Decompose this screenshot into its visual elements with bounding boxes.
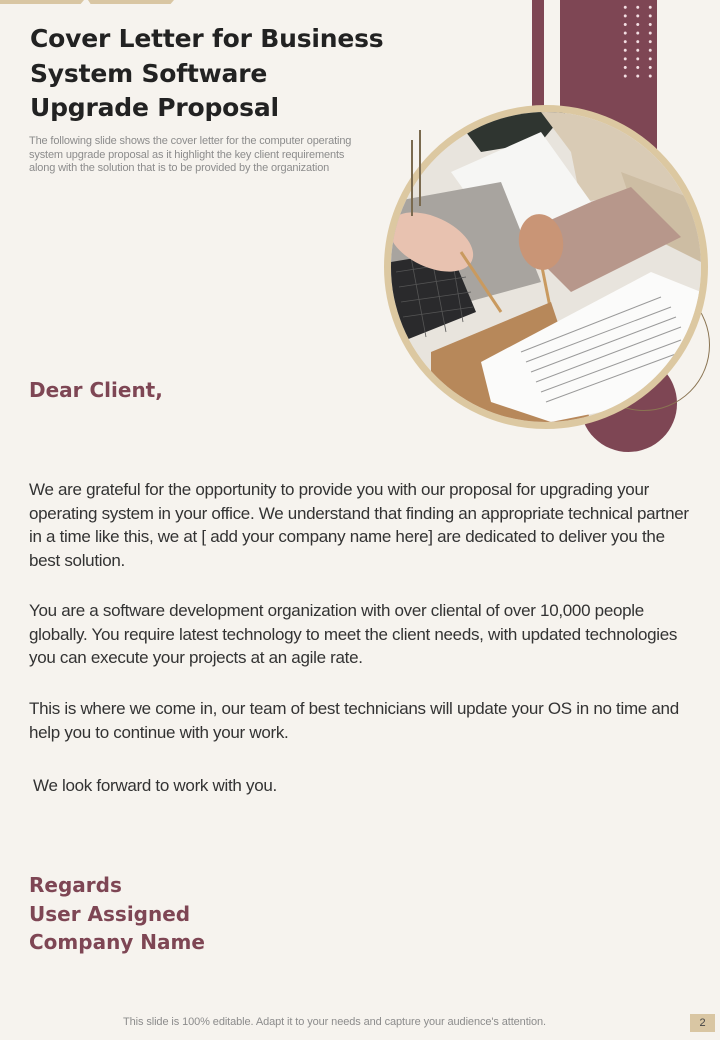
title-line: Cover Letter for Business — [30, 24, 384, 53]
footer-note: This slide is 100% editable. Adapt it to your needs and capture your audience's attention. — [123, 1016, 546, 1028]
letter-paragraph: We are grateful for the opportunity to provide you with our proposal for upgrading your operating system in your office. We understand that finding an appropriate technical partner in a time like this, we at [ add your company name here] are dedicated to deliver you the best solution. — [29, 480, 689, 570]
letter-signoff — [29, 871, 205, 957]
subtitle-line: The following slide shows the cover letter for the computer operating — [29, 135, 352, 147]
subtitle-line: along with the solution that is to be provided by the organization — [29, 162, 330, 174]
photo-image-circle — [384, 105, 708, 429]
photo-icon — [391, 112, 701, 422]
signoff-user: User Assigned — [29, 901, 191, 926]
letter-greeting: Dear Client, — [29, 378, 163, 402]
signoff-regards: Regards — [29, 873, 122, 897]
signoff-company: Company Name — [29, 930, 205, 954]
title-line: Upgrade Proposal — [30, 93, 279, 122]
maroon-bar-narrow — [532, 0, 544, 120]
vertical-accent-line — [411, 140, 413, 216]
letter-paragraph: You are a software development organization with over cliental of over 10,000 people globally. You require latest technology to meet the client needs, with updated technologies you can execute your projects at an agile rate. — [29, 601, 678, 667]
title-line: System Software — [30, 58, 268, 88]
dot-grid-pattern — [619, 3, 653, 79]
letter-closing-line: We look forward to work with you. — [33, 776, 277, 795]
top-tab-decoration-left — [0, 0, 84, 4]
page-title — [30, 22, 410, 126]
vertical-accent-line — [419, 130, 421, 206]
subtitle — [29, 135, 409, 176]
page-number-badge: 2 — [690, 1014, 715, 1032]
top-tab-decoration-right — [88, 0, 174, 4]
subtitle-line: system upgrade proposal as it highlight the key client requirements — [29, 148, 345, 161]
letter-paragraph: This is where we come in, our team of best technicians will update your OS in no time and help you to continue with your work. — [29, 699, 679, 742]
